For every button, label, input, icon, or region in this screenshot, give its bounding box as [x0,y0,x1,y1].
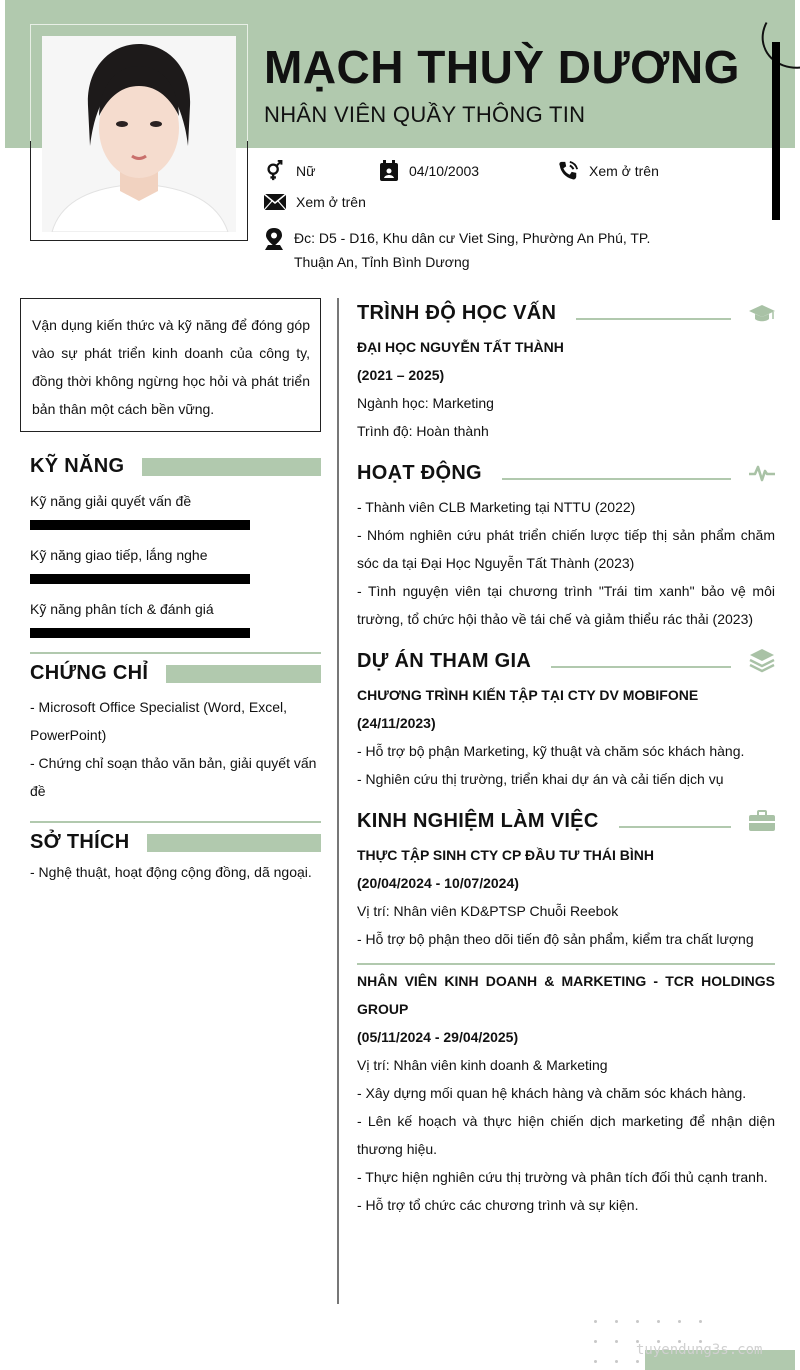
profile-photo [42,36,236,232]
layers-icon [749,648,775,674]
project-item: - Nghiên cứu thị trường, triển khai dự án và cải tiến dịch vụ [357,771,724,787]
skill-bar [30,574,250,584]
career-objective: Vận dụng kiến thức và kỹ năng để đóng góp vào sự phát triển kinh doanh của công ty, đồng thời không ngừng học hỏi và phát triển bản thân một cách bền vững. [20,298,321,432]
certificate-item: - Microsoft Office Specialist (Word, Excel, PowerPoint) [30,699,287,743]
watermark: tuyendung3s.com [636,1342,763,1358]
skill-label: Kỹ năng phân tích & đánh giá [30,601,214,617]
email-info [264,194,366,210]
birthday-info [379,160,479,182]
job-company: THỰC TẬP SINH CTY CP ĐẦU TƯ THÁI BÌNH [357,847,655,863]
certificate-item: - Chứng chỉ soạn thảo văn bản, giải quyết vấn đề [30,755,317,799]
experience-section [357,807,775,1219]
candidate-name: MẠCH THUỲ DƯƠNG [264,41,740,93]
job-position: Vị trí: Nhân viên kinh doanh & Marketing [357,1057,608,1073]
hobbies-title: SỞ THÍCH [30,831,130,853]
job-position: Vị trí: Nhân viên KD&PTSP Chuỗi Reebok [357,903,619,919]
gender-info [264,160,315,182]
education-major: Ngành học: Marketing [357,395,494,411]
decorative-dot [699,1320,702,1323]
activities-title: HOẠT ĐỘNG [357,461,482,484]
certificates-section [30,662,321,805]
phone-info [557,160,659,182]
pulse-icon [749,463,775,483]
job-company: NHÂN VIÊN KINH DOANH & MARKETING - TCR HOLDINGS GROUP [357,973,775,1017]
decorative-dot [615,1320,618,1323]
graduation-cap-icon [749,303,775,323]
section-divider [30,821,321,823]
activity-item: - Tình nguyện viên tại chương trình "Trái tim xanh" bảo vệ môi trường, tổ chức hội thảo về tái chế và giảm thiểu rác thải (2023) [357,583,775,627]
decorative-dot [615,1360,618,1363]
email-value: Xem ở trên [296,194,366,210]
activity-item: - Thành viên CLB Marketing tại NTTU (2022) [357,499,636,515]
briefcase-icon [749,810,775,832]
hobbies-text: - Nghệ thuật, hoạt động cộng đồng, dã ngoại. [30,864,312,880]
skill-bar [30,628,250,638]
phone-value: Xem ở trên [589,163,659,179]
job-title: NHÂN VIÊN QUẦY THÔNG TIN [264,102,586,127]
experience-title: KINH NGHIỆM LÀM VIỆC [357,809,599,832]
decorative-dot [594,1360,597,1363]
decorative-dot [615,1340,618,1343]
location-icon [264,228,284,250]
section-divider [30,652,321,654]
decorative-dot [594,1320,597,1323]
decorative-dot [657,1320,660,1323]
email-icon [264,194,286,210]
job-duty: - Lên kế hoạch và thực hiện chiến dịch marketing để nhận diện thương hiệu. [357,1113,775,1157]
job-duty: - Thực hiện nghiên cứu thị trường và phân tích đối thủ cạnh tranh. [357,1169,768,1185]
decorative-dot [678,1320,681,1323]
calendar-icon [379,160,399,182]
education-section [357,299,775,445]
birthday-value: 04/10/2003 [409,163,480,179]
activity-item: - Nhóm nghiên cứu phát triển chiến lược tiếp thị sản phẩm chăm sóc da tại Đại Học Nguyễn Tất Thành (2023) [357,527,775,571]
decorative-dot [594,1340,597,1343]
job-divider [357,963,775,965]
skill-label: Kỹ năng giao tiếp, lắng nghe [30,547,208,563]
skill-bar [30,520,250,530]
job-duty: - Xây dựng mối quan hệ khách hàng và chăm sóc khách hàng. [357,1085,747,1101]
education-level: Trình độ: Hoàn thành [357,423,489,439]
projects-title: DỰ ÁN THAM GIA [357,649,532,672]
decorative-bar [772,42,780,220]
job-duty: - Hỗ trợ tổ chức các chương trình và sự kiện. [357,1197,639,1213]
projects-section [357,647,775,793]
decorative-dot [636,1360,639,1363]
job-period: (20/04/2024 - 10/07/2024) [357,875,519,891]
address-value: Đc: D5 - D16, Khu dân cư Viet Sing, Phường An Phú, TP. Thuận An, Tỉnh Bình Dương [294,230,651,270]
hobbies-section [30,831,321,886]
job-period: (05/11/2024 - 29/04/2025) [357,1029,519,1045]
job-duty: - Hỗ trợ bộ phận theo dõi tiến độ sản phẩm, kiểm tra chất lượng [357,931,754,947]
certificates-title: CHỨNG CHỈ [30,662,149,684]
school-name: ĐẠI HỌC NGUYỄN TẤT THÀNH [357,339,564,355]
gender-icon [264,160,286,182]
project-date: (24/11/2023) [357,715,436,731]
column-divider [337,298,339,1304]
project-item: - Hỗ trợ bộ phận Marketing, kỹ thuật và chăm sóc khách hàng. [357,743,745,759]
education-period: (2021 – 2025) [357,367,445,383]
phone-icon [557,160,579,182]
decorative-dot [636,1320,639,1323]
project-name: CHƯƠNG TRÌNH KIẾN TẬP TẠI CTY DV MOBIFONE [357,687,699,703]
skills-section [30,455,321,638]
skills-title: KỸ NĂNG [30,455,125,477]
activities-section [357,459,775,633]
address-info [264,226,684,274]
skill-label: Kỹ năng giải quyết vấn đề [30,493,192,509]
education-title: TRÌNH ĐỘ HỌC VẤN [357,301,557,324]
gender-value: Nữ [296,163,316,179]
